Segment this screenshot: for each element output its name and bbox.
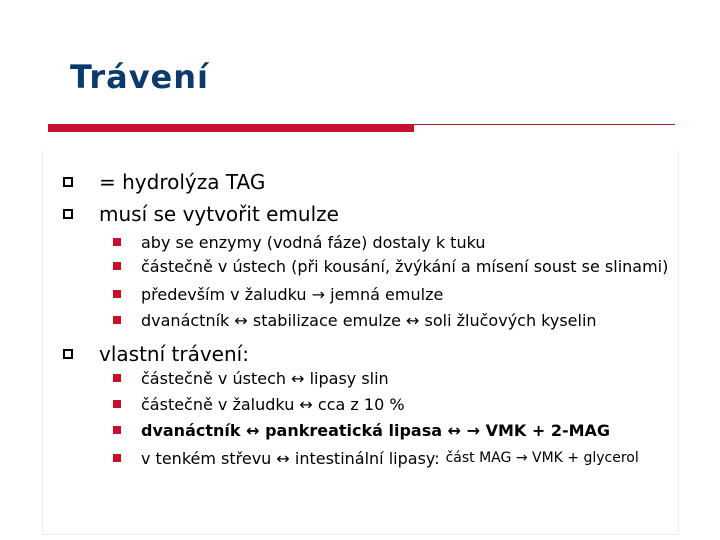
sub-bullet-text: dvanáctník ↔ pankreatická lipasa ↔ → VMK + 2-MAG [141,420,611,440]
slide-title: Trávení [70,58,209,96]
bullet-item [63,198,339,230]
sub-bullet-item [113,308,597,332]
title-underline-thin [414,124,675,125]
filled-square-bullet-icon [113,290,121,298]
title-underline-accent [48,124,414,132]
bullet-text: = hydrolýza TAG [99,170,266,194]
sub-bullet-item [113,282,443,306]
bullet-item [63,166,265,198]
filled-square-bullet-icon [113,262,121,270]
sub-bullet-item [113,418,610,442]
sub-bullet-text: aby se enzymy (vodná fáze) dostaly k tuku [141,232,486,252]
filled-square-bullet-icon [113,426,121,434]
sub-bullet-text: v tenkém střevu ↔ intestinální lipasy: [141,448,440,468]
bullet-text: musí se vytvořit emulze [99,202,339,226]
filled-square-bullet-icon [113,400,121,408]
content-area [42,150,679,535]
filled-square-bullet-icon [113,316,121,324]
bullet-text: vlastní trávení: [99,342,249,366]
sub-bullet-text: částečně v žaludku ↔ cca z 10 % [141,394,405,414]
hollow-square-bullet-icon [63,349,73,359]
sub-bullet-text: především v žaludku → jemná emulze [141,284,444,304]
sub-bullet-text: částečně v ústech (při kousání, žvýkání a mísení soust se slinami) [141,256,669,276]
sub-bullet-item [113,366,389,390]
sub-bullet-text: částečně v ústech ↔ lipasy slin [141,368,389,388]
sub-bullet-item [113,446,639,470]
sub-bullet-item [113,392,405,416]
filled-square-bullet-icon [113,238,121,246]
sub-bullet-item [113,230,486,254]
hollow-square-bullet-icon [63,209,73,219]
hollow-square-bullet-icon [63,177,73,187]
filled-square-bullet-icon [113,374,121,382]
sub-bullet-item [113,254,668,278]
filled-square-bullet-icon [113,454,121,462]
sub-bullet-small-text: část MAG → VMK + glycerol [445,450,639,466]
sub-bullet-text: dvanáctník ↔ stabilizace emulze ↔ soli žlučových kyselin [141,310,597,330]
